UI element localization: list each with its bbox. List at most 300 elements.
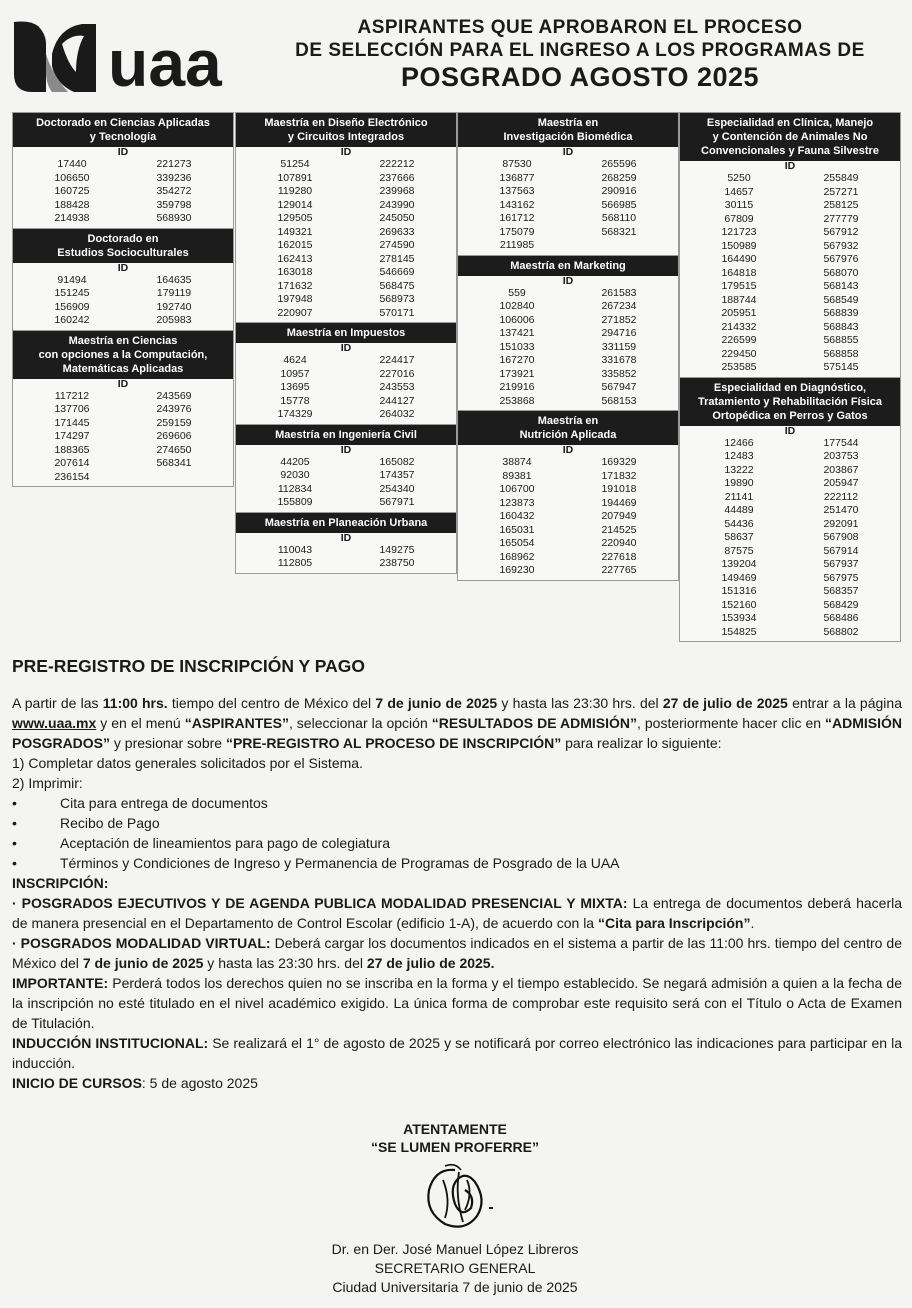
applicant-id: 269633 (379, 225, 415, 238)
id-column-label: ID (562, 444, 574, 456)
applicant-id: 112834 (277, 482, 313, 495)
applicant-id: 546669 (379, 266, 415, 278)
emphasis-text: 7 de junio de 2025 (375, 695, 498, 711)
applicant-id: 568321 (601, 225, 637, 238)
applicant-id: 259159 (156, 416, 192, 429)
applicant-id: 568549 (823, 293, 859, 306)
applicant-id: 169329 (601, 456, 637, 468)
applicant-id: 339236 (156, 171, 192, 184)
applicant-id: 161712 (499, 212, 535, 224)
applicant-id: 354272 (156, 185, 192, 197)
applicant-id: 129014 (277, 198, 313, 211)
emphasis-text: · POSGRADOS EJECUTIVOS Y DE AGENDA PUBLICA MODALIDAD PRESENCIAL Y MIXTA: (12, 895, 628, 911)
applicant-id: 257271 (823, 185, 859, 198)
applicant-id: 568802 (823, 625, 859, 638)
applicant-id: 243990 (379, 198, 415, 211)
virtual-paragraph (12, 933, 902, 973)
applicant-id: 274650 (156, 443, 192, 456)
applicant-id: 203753 (823, 450, 859, 462)
text-run: Perderá todos los derechos quien no se inscriba en la forma y el tiempo establecido. Se negará admisión a quien a la fecha de la inscripción no esté titulado en el nivel académico exigido. La única forma de comprobar este requisito será con el Título o Acta de Examen de Titulación. (12, 975, 902, 1031)
emphasis-text: “Cita para Inscripción” (597, 915, 751, 931)
program-title-line: Maestría en Impuestos (286, 327, 406, 339)
applicant-id: 151033 (499, 340, 535, 353)
applicant-id: 167270 (499, 354, 535, 366)
applicant-id: 19890 (724, 477, 754, 489)
text-run: Deberá cargar los documentos indicados en el sistema a partir de las 11:00 hrs. tiempo del centro de México del (12, 935, 902, 971)
applicant-id: 174357 (379, 469, 415, 481)
applicant-id: 214332 (721, 320, 757, 333)
website-link[interactable]: www.uaa.mx (12, 715, 97, 731)
applicant-id: 227618 (601, 550, 637, 563)
program-title (680, 113, 900, 161)
id-list (458, 287, 678, 411)
applicant-id: 203867 (823, 463, 859, 476)
applicant-id: 139204 (721, 558, 757, 570)
program-block (457, 112, 679, 256)
program-block (12, 331, 234, 488)
emphasis-text: 7 de junio de 2025 (82, 955, 204, 971)
program-title (236, 513, 456, 533)
section-title: PRE-REGISTRO DE INSCRIPCIÓN Y PAGO (12, 656, 365, 676)
text-run: y en el menú (96, 715, 185, 731)
applicant-id: 238750 (379, 557, 415, 569)
applicant-id: 243569 (156, 389, 192, 402)
applicant-id: 51254 (280, 158, 310, 170)
applicant-id: 106650 (54, 171, 90, 184)
presencial-paragraph (12, 893, 902, 933)
applicant-id: 12483 (724, 450, 754, 462)
applicant-id: 243976 (156, 403, 192, 415)
applicant-id: 253585 (721, 361, 757, 373)
applicant-id: 149469 (721, 571, 757, 584)
applicant-id: 194469 (601, 496, 637, 509)
applicant-id: 54436 (724, 517, 754, 530)
applicant-id: 117212 (54, 389, 90, 402)
applicant-id: 121723 (721, 226, 757, 238)
program-title-line: Matemáticas Aplicadas (62, 362, 184, 375)
applicant-id: 207614 (54, 457, 90, 469)
program-title-line: Tratamiento y Rehabilitación Física (698, 395, 882, 408)
program-title-line: Maestría en Diseño Electrónico (264, 117, 428, 129)
applicant-id: 123873 (499, 496, 535, 509)
applicant-id: 87575 (724, 544, 754, 557)
applicant-id: 567937 (823, 558, 859, 570)
text-run: , seleccionar la opción (288, 715, 432, 731)
applicant-id: 143162 (499, 198, 535, 211)
applicant-id: 239968 (379, 185, 415, 197)
induccion-paragraph (12, 1033, 902, 1073)
applicant-id: 566985 (601, 198, 637, 211)
page-title (280, 16, 880, 92)
applicant-id: 106700 (499, 483, 535, 495)
applicant-id: 575145 (823, 361, 859, 373)
id-column-label: ID (340, 146, 352, 158)
program-block (457, 256, 679, 412)
program-title-line: con opciones a la Computación, (38, 348, 208, 361)
applicant-id: 269606 (156, 430, 192, 442)
program-title-line: y Tecnología (89, 131, 157, 143)
text-run: A partir de las (12, 695, 103, 711)
applicant-id: 151316 (721, 585, 757, 597)
applicant-id: 567976 (823, 253, 859, 265)
signatory-name: Dr. en Der. José Manuel López Libreros (331, 1241, 579, 1257)
applicant-id: 255849 (823, 172, 859, 184)
title-line-2: DE SELECCIÓN PARA EL INGRESO A LOS PROGRAMAS DE (295, 40, 865, 61)
id-column-label: ID (784, 424, 796, 437)
applicant-id: 568855 (823, 334, 859, 346)
applicant-id: 243553 (379, 381, 415, 393)
id-column-label: ID (562, 146, 574, 158)
applicant-id: 220940 (601, 537, 637, 549)
program-column-1 (12, 112, 234, 487)
program-title-line: Nutrición Aplicada (519, 429, 617, 441)
applicant-id: 261583 (601, 286, 637, 299)
applicant-id: 136877 (499, 171, 535, 184)
applicant-id: 17440 (57, 158, 87, 170)
applicant-id: 205947 (823, 477, 859, 489)
program-title-line: Maestría en Ciencias (68, 334, 178, 347)
applicant-id: 568930 (156, 212, 192, 224)
id-column-label: ID (340, 443, 352, 456)
program-title-line: y Circuitos Integrados (287, 131, 405, 143)
applicant-id: 224417 (379, 354, 415, 366)
id-column-label: ID (117, 146, 129, 158)
closing-motto: “SE LUMEN PROFERRE” (370, 1139, 539, 1155)
program-title-line: y Contención de Animales No (712, 131, 868, 143)
bullet-item: • Recibo de Pago (12, 813, 902, 833)
applicant-id: 568486 (823, 612, 859, 624)
applicant-id: 163018 (277, 266, 313, 278)
applicant-id: 214938 (54, 212, 90, 224)
applicant-id: 294716 (601, 327, 637, 339)
applicant-id: 162413 (277, 252, 313, 265)
bullet-item: • Términos y Condiciones de Ingreso y Permanencia de Programas de Posgrado de la UAA (12, 853, 902, 873)
applicant-id: 197948 (277, 293, 313, 305)
applicant-id: 153934 (721, 612, 757, 624)
inscripcion-label (12, 873, 902, 893)
uaa-logo-graphic (12, 14, 262, 96)
applicant-id: 568843 (823, 320, 859, 333)
applicant-id: 5250 (727, 172, 751, 184)
applicant-id: 164490 (721, 253, 757, 265)
applicant-id: 245050 (379, 212, 415, 224)
applicant-id: 567947 (601, 381, 637, 393)
applicant-id: 568153 (601, 394, 637, 407)
id-list (680, 437, 900, 642)
applicant-id: 188365 (54, 443, 90, 456)
program-title (236, 425, 456, 445)
applicant-id: 137706 (54, 403, 90, 415)
applicant-id: 567908 (823, 531, 859, 543)
program-column-3 (457, 112, 679, 581)
program-title-line: Maestría en Marketing (510, 259, 626, 272)
applicant-id: 92030 (280, 469, 310, 481)
step-1: 1) Completar datos generales solicitados por el Sistema. (12, 755, 363, 771)
applicant-id: 137421 (499, 327, 535, 339)
program-title-line: Especialidad en Diagnóstico, (713, 381, 867, 394)
applicant-id: 14657 (724, 185, 754, 198)
applicant-id: 44489 (724, 504, 754, 516)
applicant-id: 277779 (823, 212, 859, 225)
handwritten-signature (415, 1160, 505, 1235)
applicant-id: 89381 (502, 469, 532, 482)
bullet-item: • Aceptación de lineamientos para pago de colegiatura (12, 833, 902, 853)
program-title-line: Investigación Biomédica (503, 131, 633, 143)
applicant-id: 169230 (499, 564, 535, 576)
applicant-id: 567932 (823, 239, 859, 252)
applicant-id: 165082 (379, 455, 415, 468)
applicant-id: 38874 (502, 456, 532, 468)
id-list (680, 172, 900, 377)
signatory-block (290, 1240, 620, 1297)
emphasis-text: INICIO DE CURSOS (12, 1075, 142, 1091)
applicant-id: 171445 (54, 416, 90, 429)
program-column-4 (679, 112, 901, 642)
applicant-id: 253868 (499, 394, 535, 407)
emphasis-text: “PRE-REGISTRO AL PROCESO DE INSCRIPCIÓN” (225, 735, 562, 751)
emphasis-text: “ADMISIÓN POSGRADOS” (12, 715, 902, 751)
applicant-id: 567975 (823, 571, 859, 584)
bullet-item: • Cita para entrega de documentos (12, 793, 902, 813)
intro-paragraph (12, 693, 902, 753)
applicant-id: 568973 (379, 293, 415, 305)
text-run: , posteriormente hacer clic en (637, 715, 825, 731)
id-list (13, 158, 233, 228)
title-line-3: POSGRADO AGOSTO 2025 (400, 62, 760, 92)
applicant-id: 179515 (721, 280, 757, 292)
applicant-id: 226599 (721, 334, 757, 346)
id-list (13, 390, 233, 487)
emphasis-text: IMPORTANTE: (12, 975, 109, 991)
applicant-id: 13695 (280, 381, 310, 393)
id-column-label: ID (340, 531, 352, 544)
applicant-id: 568357 (823, 585, 859, 597)
applicant-id: 160432 (499, 510, 535, 522)
applicant-id: 12466 (724, 436, 754, 449)
id-list (13, 274, 233, 330)
step-2: 2) Imprimir: (12, 775, 83, 791)
program-title (13, 113, 233, 147)
program-title (13, 331, 233, 379)
id-column-label: ID (784, 160, 796, 172)
applicant-id: 102840 (499, 300, 535, 312)
applicant-id: 4624 (283, 354, 307, 366)
applicant-id: 177544 (823, 436, 859, 449)
id-column-label: ID (562, 274, 574, 287)
applicant-id: 244127 (379, 394, 415, 407)
applicant-id: 559 (508, 286, 526, 299)
applicant-id: 568110 (601, 212, 637, 224)
program-title (458, 113, 678, 147)
program-title (236, 323, 456, 343)
applicant-id: 254340 (379, 482, 415, 495)
text-run: y hasta las 23:30 hrs. del (497, 695, 663, 711)
applicant-id: 188744 (721, 293, 757, 306)
applicant-id: 149275 (379, 543, 415, 556)
logo-text: uaa (108, 26, 222, 96)
applicant-id: 568143 (823, 280, 859, 292)
applicant-id: 211985 (499, 239, 535, 251)
applicant-id: 119280 (277, 185, 313, 197)
text-run: y hasta las 23:30 hrs. del (203, 955, 367, 971)
applicant-id: 173921 (499, 367, 535, 380)
text-run: . (750, 915, 755, 931)
applicant-id: 10957 (280, 367, 310, 380)
id-list (236, 158, 456, 322)
applicant-id: 568858 (823, 347, 859, 360)
applicant-id: 268259 (601, 171, 637, 184)
program-title-line: Doctorado en Ciencias Aplicadas (36, 117, 210, 129)
applicant-id: 179119 (156, 287, 192, 299)
applicant-id: 152160 (721, 598, 757, 611)
applicant-id: 112805 (277, 557, 313, 569)
program-title (236, 113, 456, 147)
applicant-id: 292091 (823, 517, 859, 530)
importante-paragraph (12, 973, 902, 1033)
title-line-1: ASPIRANTES QUE APROBARON EL PROCESO (357, 17, 803, 38)
applicant-id: 44205 (280, 455, 310, 468)
closing-att: ATENTAMENTE (403, 1121, 507, 1137)
applicant-id: 175079 (499, 225, 535, 238)
applicant-id: 568341 (156, 457, 192, 469)
place-date: Ciudad Universitaria 7 de junio de 2025 (332, 1279, 578, 1295)
applicant-id: 567914 (823, 544, 859, 557)
program-title (458, 411, 678, 445)
applicant-id: 570171 (379, 306, 415, 319)
applicant-id: 154825 (721, 625, 757, 638)
applicant-id: 110043 (277, 543, 313, 556)
program-title-line: Convencionales y Fauna Silvestre (701, 145, 879, 157)
id-column-label: ID (117, 377, 129, 390)
program-block (12, 229, 234, 331)
applicant-id: 150989 (721, 239, 757, 252)
applicant-id: 227765 (601, 564, 637, 576)
applicant-id: 568070 (823, 266, 859, 279)
applicant-id: 106006 (499, 313, 535, 326)
emphasis-text: 27 de julio de 2025. (366, 955, 495, 971)
program-block (12, 112, 234, 229)
applicant-id: 174329 (277, 408, 313, 420)
applicant-id: 171632 (277, 279, 313, 292)
applicant-id: 271852 (601, 313, 637, 326)
applicant-id: 191018 (601, 483, 637, 495)
program-block (679, 378, 901, 643)
applicant-id: 21141 (724, 490, 754, 503)
applicant-id: 229450 (721, 347, 757, 360)
applicant-id: 151245 (54, 287, 90, 299)
applicant-id: 274590 (379, 239, 415, 251)
applicant-id: 165031 (499, 523, 535, 536)
program-title-line: Ortopédica en Perros y Gatos (712, 409, 868, 422)
program-title-line: Maestría en (537, 415, 599, 427)
applicant-id: 331159 (601, 340, 637, 353)
program-title (680, 378, 900, 426)
applicant-id: 107891 (277, 171, 313, 184)
applicant-id: 15778 (280, 394, 310, 407)
applicant-id: 331678 (601, 354, 637, 366)
applicant-id: 164818 (721, 266, 757, 279)
applicant-id: 160242 (54, 314, 90, 326)
signatory-role: SECRETARIO GENERAL (374, 1260, 536, 1276)
applicant-id: 227016 (379, 367, 415, 380)
program-title-line: Estudios Socioculturales (57, 246, 189, 259)
applicant-id: 567912 (823, 226, 859, 238)
applicant-id: 164635 (156, 273, 192, 286)
applicant-id: 156909 (54, 300, 90, 313)
inscripcion-label-text: INSCRIPCIÓN: (12, 875, 109, 891)
applicant-id: 205983 (156, 314, 192, 326)
applicant-id: 335852 (601, 367, 637, 380)
applicant-id: 58637 (724, 531, 754, 543)
id-list (236, 544, 456, 573)
applicant-id: 91494 (57, 273, 87, 286)
applicant-id: 13222 (724, 463, 754, 476)
applicant-id: 359798 (156, 198, 192, 211)
applicant-id: 205951 (721, 307, 757, 319)
emphasis-text: 11:00 hrs. (102, 695, 168, 711)
program-title-line: Maestría en (537, 117, 599, 129)
id-list (458, 456, 678, 580)
program-column-2 (235, 112, 457, 574)
program-title-line: Doctorado en (87, 232, 159, 245)
applicant-id: 174297 (54, 430, 90, 442)
applicant-id: 568475 (379, 279, 415, 292)
applicant-id: 168962 (499, 550, 535, 563)
applicant-id: 188428 (54, 198, 90, 211)
applicant-id: 568839 (823, 307, 859, 319)
program-title-line: Maestría en Planeación Urbana (264, 516, 428, 529)
emphasis-text[interactable] (12, 715, 96, 731)
applicant-id: 67809 (724, 212, 754, 225)
applicant-id: 220907 (277, 306, 313, 319)
text-run: tiempo del centro de México del (167, 695, 376, 711)
applicant-id: 264032 (379, 408, 415, 420)
id-list (458, 158, 678, 255)
emphasis-text: INDUCCIÓN INSTITUCIONAL: (12, 1035, 209, 1051)
applicant-id: 129505 (277, 212, 313, 224)
inicio-paragraph (12, 1073, 902, 1093)
applicant-id: 165054 (499, 537, 535, 549)
id-list (236, 354, 456, 424)
emphasis-text: · POSGRADOS MODALIDAD VIRTUAL: (12, 935, 271, 951)
applicant-id: 219916 (499, 381, 535, 393)
applicant-id: 236154 (54, 470, 90, 483)
applicant-id: 160725 (54, 185, 90, 197)
applicant-id: 251470 (823, 504, 859, 516)
id-column-label: ID (117, 261, 129, 274)
text-run: La entrega de documentos deberá hacerla de manera presencial en el Departamento de Control Escolar (edificio 1-A), de acuerdo con la (12, 895, 902, 931)
applicant-id: 207949 (601, 510, 637, 522)
emphasis-text: “ASPIRANTES” (184, 715, 289, 731)
text-run: y presionar sobre (110, 735, 226, 751)
text-run: Se realizará el 1° de agosto de 2025 y se notificará por correo electrónico las indicaciones para participar en la inducción. (12, 1035, 902, 1071)
applicant-id: 222112 (823, 490, 859, 503)
applicant-id: 214525 (601, 523, 637, 536)
applicant-id: 567971 (379, 496, 415, 508)
applicant-id: 192740 (156, 300, 192, 313)
applicant-id: 568429 (823, 598, 859, 611)
applicant-id: 171832 (601, 469, 637, 482)
closing-block (300, 1120, 610, 1156)
applicant-id: 30115 (724, 199, 754, 211)
text-run: para realizar lo siguiente: (561, 735, 722, 751)
program-title-line: Especialidad en Clínica, Manejo (706, 117, 874, 129)
instructions-body (12, 693, 902, 1093)
program-block (235, 513, 457, 574)
id-column-label: ID (340, 342, 352, 354)
applicant-id: 221273 (156, 158, 192, 170)
emphasis-text: “RESULTADOS DE ADMISIÓN” (431, 715, 637, 731)
